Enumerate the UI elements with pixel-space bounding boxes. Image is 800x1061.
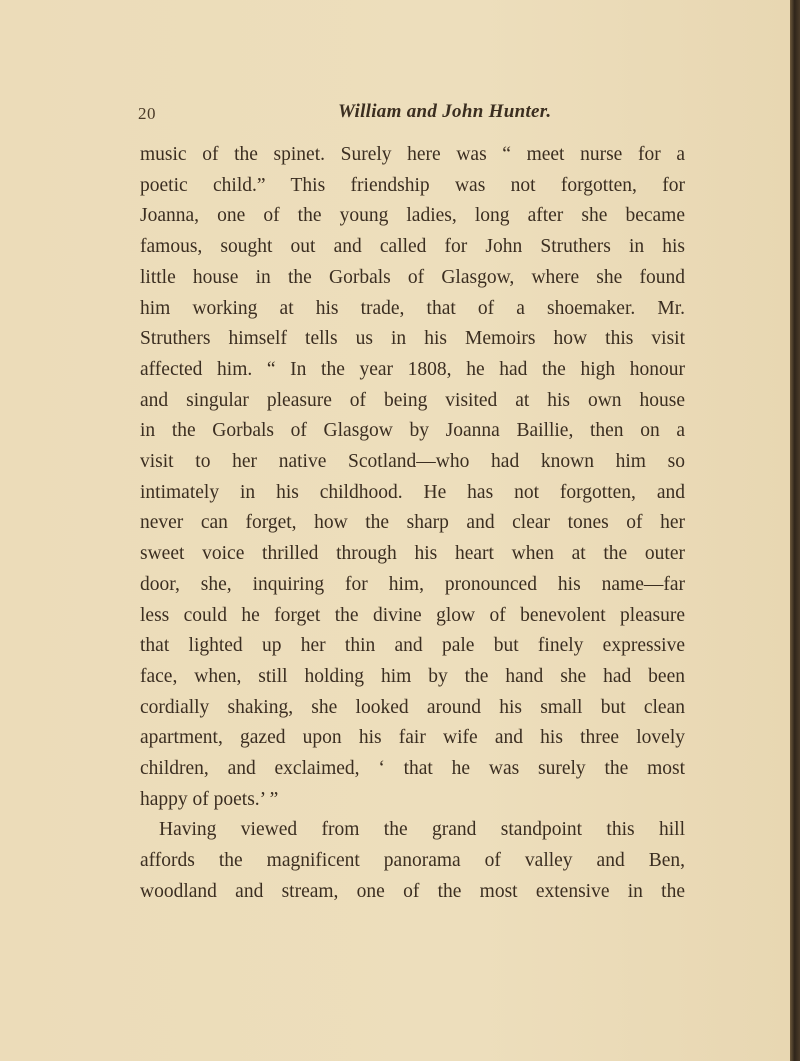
text-line: face, when, still holding him by the hand she had been (140, 665, 685, 687)
text-line: little house in the Gorbals of Glasgow, where she found (140, 266, 685, 288)
text-line: that lighted up her thin and pale but finely expressive (140, 635, 685, 657)
text-line: intimately in his childhood. He has not forgotten, and (140, 481, 685, 503)
running-title: William and John Hunter. (338, 101, 552, 122)
text-line: affected him. “ In the year 1808, he had the high honour (140, 358, 685, 380)
text-line: less could he forget the divine glow of benevolent pleasure (140, 604, 685, 626)
text-line: sweet voice thrilled through his heart when at the outer (140, 543, 685, 565)
text-line: never can forget, how the sharp and clear tones of her (140, 512, 685, 534)
text-line: apartment, gazed upon his fair wife and his three lovely (140, 727, 685, 749)
paragraph-start-line: Having viewed from the grand standpoint this hill (159, 819, 685, 841)
text-line: Joanna, one of the young ladies, long after she became (140, 205, 685, 227)
text-line: in the Gorbals of Glasgow by Joanna Baillie, then on a (140, 420, 685, 442)
body-text (140, 140, 685, 908)
text-line: affords the magnificent panorama of valley and Ben, (140, 850, 685, 872)
text-line: and singular pleasure of being visited at his own house (140, 389, 685, 411)
text-line: poetic child.” This friendship was not forgotten, for (140, 174, 685, 196)
text-line: Struthers himself tells us in his Memoirs how this visit (140, 328, 685, 350)
text-line: visit to her native Scotland—who had known him so (140, 451, 685, 473)
text-line: cordially shaking, she looked around his small but clean (140, 696, 685, 718)
text-line: famous, sought out and called for John Struthers in his (140, 236, 685, 258)
text-line: children, and exclaimed, ‘ that he was surely the most (140, 758, 685, 780)
text-line: him working at his trade, that of a shoemaker. Mr. (140, 297, 685, 319)
page-edge (790, 0, 800, 1061)
text-line: door, she, inquiring for him, pronounced his name—far (140, 573, 685, 595)
text-line: happy of poets.’ ” (140, 788, 279, 810)
text-line: woodland and stream, one of the most extensive in the (140, 880, 685, 902)
page-number: 20 (138, 104, 156, 123)
text-line: music of the spinet. Surely here was “ meet nurse for a (140, 144, 685, 165)
